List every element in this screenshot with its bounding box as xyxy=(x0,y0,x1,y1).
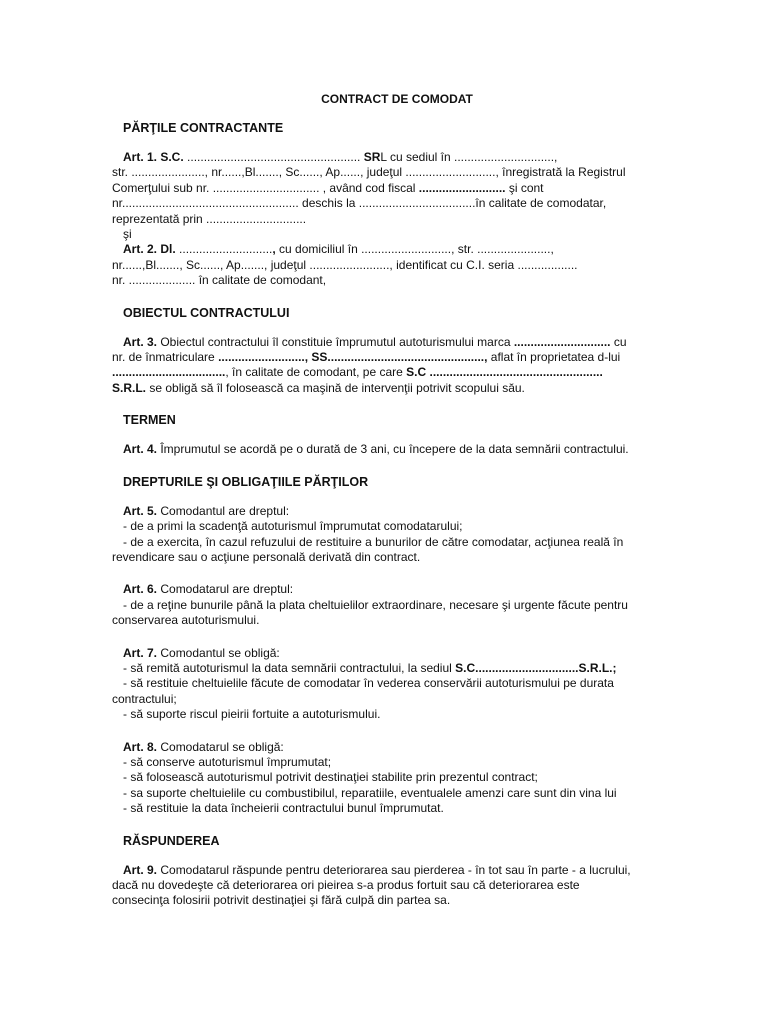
art4-line1 xyxy=(112,442,672,457)
art3-line2a: nr. de înmatriculare xyxy=(112,350,219,365)
art8-item1: - să conserve autoturismul împrumutat; xyxy=(123,754,332,769)
art7-label: Art. 7. xyxy=(123,645,158,660)
art1-label: Art. 1. S.C. xyxy=(123,150,184,164)
art9-label: Art. 9. xyxy=(123,862,158,877)
art9-line1 xyxy=(112,863,672,878)
art2-text-a: ............................ xyxy=(175,242,273,257)
art8-item2: - să folosească autoturismul potrivit destinaţiei stabilite prin prezentul contract; xyxy=(123,770,538,785)
art7-item1b: S.C...............................S.R.L.; xyxy=(455,660,617,675)
art4-text: Împrumutul se acordă pe o durată de 3 ani, cu începere de la data semnării contractului. xyxy=(157,442,629,457)
art6-item1: - de a reţine bunurile până la plata cheltuielilor extraordinare, necesare şi urgente făcute pentru xyxy=(123,597,628,612)
art5-item2: - de a exercita, în cazul refuzului de restituire a bunurilor de către comodatar, acţiunea reală în xyxy=(123,534,624,549)
article-5 xyxy=(112,504,672,566)
art3-line3b: , în calitate de comodant, pe care xyxy=(225,365,407,380)
art3-line4b: se obligă să îl folosească ca maşină de intervenţii potrivit scopului său. xyxy=(146,380,525,395)
art7-item1a: - să remită autoturismul la data semnării contractului, la sediul xyxy=(123,660,456,675)
art1-line5: reprezentată prin .............................. xyxy=(112,211,307,226)
art5-line1 xyxy=(112,504,672,519)
art6-text: Comodatarul are dreptul: xyxy=(157,582,294,597)
art3-bold-a: ............................. xyxy=(513,334,611,349)
document-title: CONTRACT DE COMODAT xyxy=(321,92,473,106)
art8-item3: - sa suporte cheltuielile cu combustibilul, reparatiile, eventualele amenzi care sunt din vina lui xyxy=(123,785,617,800)
art9-line2: dacă nu dovedeşte că deteriorarea ori pieirea s-a produs fortuit sau că deteriorarea este xyxy=(112,878,580,892)
art7-item3: - să suporte riscul pieirii fortuite a autoturismului. xyxy=(123,707,381,722)
art3-text-b: cu xyxy=(610,334,627,349)
art6-item1b: conservarea autoturismului. xyxy=(112,613,260,628)
section-heading-liability: RĂSPUNDEREA xyxy=(123,833,220,848)
art2-line3: nr. .................... în calitate de comodant, xyxy=(112,273,327,288)
art7-item2: - să restituie cheltuielile făcute de comodatar în vederea conservării autoturismului pe durata xyxy=(123,676,614,691)
art2-comma: , xyxy=(272,242,276,257)
article-6 xyxy=(112,582,672,628)
section-heading-term: TERMEN xyxy=(123,413,176,428)
art7-line1 xyxy=(112,646,672,661)
art8-item4: - să restituie la data încheierii contractului bunul împrumutat. xyxy=(123,801,444,816)
art1-line3c: şi cont xyxy=(505,180,544,195)
article-9 xyxy=(112,863,672,909)
art3-line2 xyxy=(112,350,672,365)
section-heading-rights: DREPTURILE ŞI OBLIGAŢIILE PĂRŢILOR xyxy=(123,474,369,489)
art9-line3: consecinţa folosirii potrivit destinaţiei şi fără culpă din partea sa. xyxy=(112,893,451,908)
art1-line1 xyxy=(112,150,672,165)
art4-label: Art. 4. xyxy=(123,442,158,457)
art8-label: Art. 8. xyxy=(123,739,158,754)
art5-label: Art. 5. xyxy=(123,503,158,518)
art2-label: Art. 2. Dl. xyxy=(123,242,176,257)
art6-line1 xyxy=(112,582,672,597)
section-heading-parties: PĂRŢILE CONTRACTANTE xyxy=(123,121,284,135)
section-heading-object: OBIECTUL CONTRACTULUI xyxy=(123,305,290,320)
art8-text: Comodatarul se obligă: xyxy=(157,739,284,754)
article-7 xyxy=(112,646,672,723)
art3-line3c: S.C .................................................... xyxy=(406,365,603,380)
art2-line1 xyxy=(112,242,672,257)
art1-text-b: L cu sediul în .............................., xyxy=(380,150,558,164)
document-page xyxy=(112,92,672,926)
art3-line4 xyxy=(112,381,672,396)
art3-label: Art. 3. xyxy=(123,334,158,349)
art9-text: Comodatarul răspunde pentru deteriorarea sau pierderea - în tot sau în parte - a lucrului, xyxy=(157,862,631,877)
art1-line3b: .......................... xyxy=(418,180,506,195)
art2-text-b: cu domiciliul în ..........................., str. ......................, xyxy=(275,242,554,257)
art3-text-a: Obiectul contractului îl constituie împrumutul autoturismului marca xyxy=(157,334,514,349)
si-connector: şi xyxy=(123,227,132,242)
art7-text: Comodantul se obligă: xyxy=(157,645,280,660)
art7-item1 xyxy=(112,661,672,676)
art7-item2b: contractului; xyxy=(112,691,177,706)
art3-line2b: .........................., SS..............................................., xyxy=(218,350,488,365)
article-8 xyxy=(112,740,672,817)
art2-line2: nr......,Bl......., Sc......, Ap......., judeţul ........................, identificat cu C.I. seria .................. xyxy=(112,257,578,272)
art5-item2b: revendicare sau o acţiune personală derivată din contract. xyxy=(112,549,421,564)
art3-line4a: S.R.L. xyxy=(112,380,147,395)
art3-line3a: .................................. xyxy=(112,365,226,380)
art1-line2: str. ......................, nr......,Bl......., Sc......, Ap......, judeţul ..........................., înregistrată la Registrul xyxy=(112,165,626,180)
article-1 xyxy=(112,150,672,289)
art8-line1 xyxy=(112,740,672,755)
art5-item1: - de a primi la scadenţă autoturismul împrumutat comodatarului; xyxy=(123,519,463,534)
art1-line4: nr..................................................... deschis la ...................................în calitate de comodatar, xyxy=(112,196,607,211)
art3-line3 xyxy=(112,365,672,380)
art5-text: Comodantul are dreptul: xyxy=(157,503,290,518)
art1-line3 xyxy=(112,181,672,196)
art6-label: Art. 6. xyxy=(123,582,158,597)
art3-line1 xyxy=(112,335,672,350)
art3-line2c: aflat în proprietatea d-lui xyxy=(487,350,621,365)
art1-srl: SR xyxy=(363,150,381,164)
art1-text-a: .................................................... xyxy=(183,150,364,164)
article-3 xyxy=(112,335,672,397)
article-4 xyxy=(112,442,672,457)
art1-line3a: Comerţului sub nr. ................................ , având cod fiscal xyxy=(112,180,419,195)
